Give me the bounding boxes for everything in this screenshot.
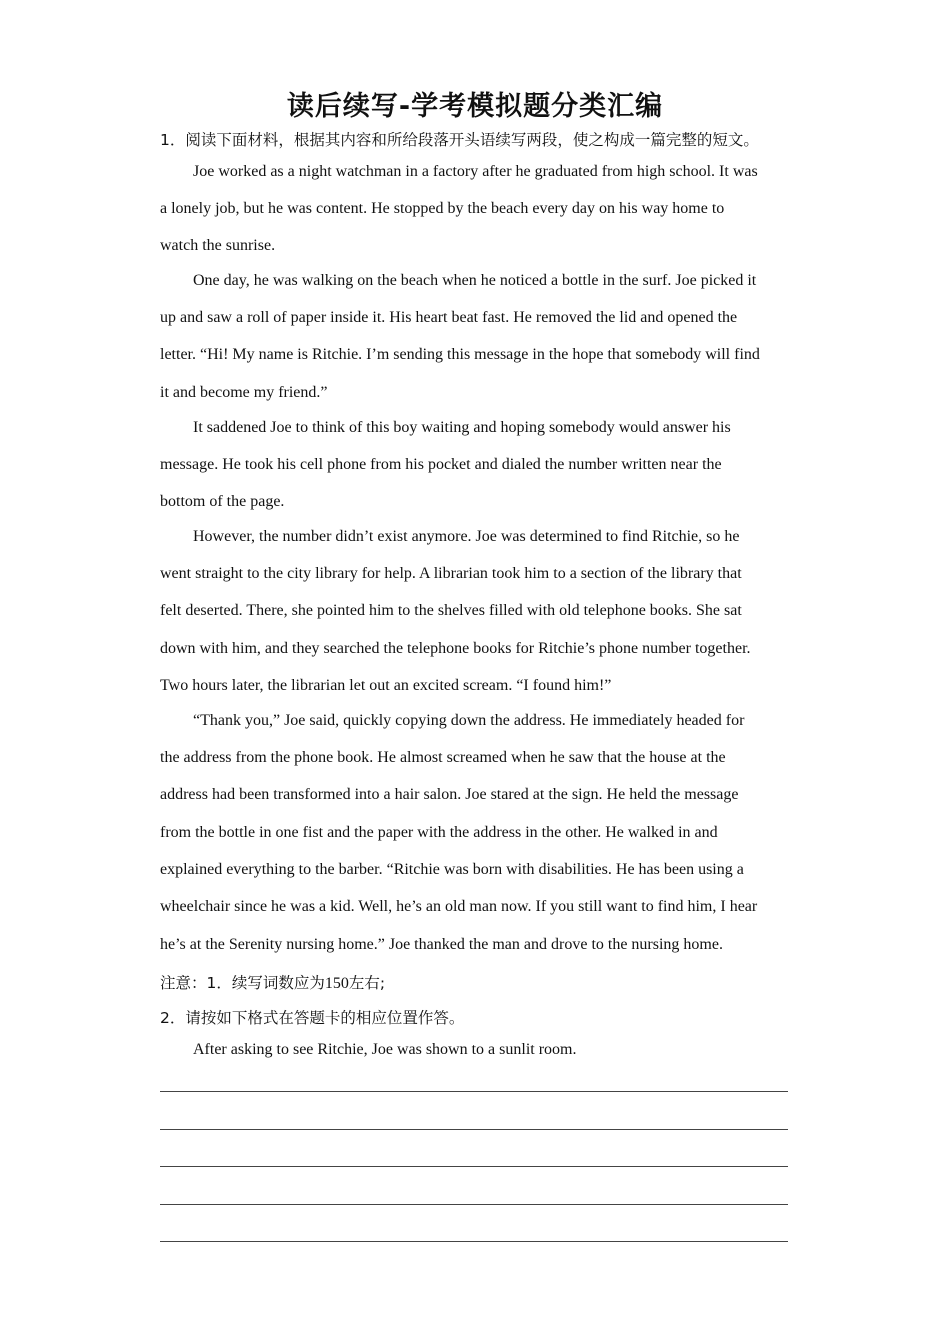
passage-line: went straight to the city library for help. A librarian took him to a section of the library that <box>160 565 742 582</box>
passage-line: down with him, and they searched the telephone books for Ritchie’s phone number together. <box>160 640 751 657</box>
instruction-text: 阅读下面材料，根据其内容和所给段落开头语续写两段，使之构成一篇完整的短文。 <box>185 131 759 149</box>
answer-line[interactable] <box>160 1204 788 1205</box>
passage-line: address had been transformed into a hair salon. Joe stared at the sign. He held the message <box>160 786 739 803</box>
passage-line: explained everything to the barber. “Ritchie was born with disabilities. He has been using a <box>160 861 744 878</box>
question-number: 1． <box>160 131 186 149</box>
answer-line[interactable] <box>160 1091 788 1092</box>
passage-line: However, the number didn’t exist anymore. Joe was determined to find Ritchie, so he <box>193 528 740 545</box>
passage-line: letter. “Hi! My name is Ritchie. I’m sending this message in the hope that somebody will find <box>160 346 760 363</box>
passage-line: Two hours later, the librarian let out an excited scream. “I found him!” <box>160 677 612 694</box>
question-instruction <box>160 128 759 150</box>
passage-line: It saddened Joe to think of this boy waiting and hoping somebody would answer his <box>193 419 731 436</box>
passage-line: bottom of the page. <box>160 493 285 510</box>
passage-line: up and saw a roll of paper inside it. His heart beat fast. He removed the lid and opened the <box>160 309 738 326</box>
passage-line: the address from the phone book. He almost screamed when he saw that the house at the <box>160 749 726 766</box>
passage-line: message. He took his cell phone from his pocket and dialed the number written near the <box>160 456 722 473</box>
answer-line[interactable] <box>160 1129 788 1130</box>
passage-line: watch the sunrise. <box>160 237 276 254</box>
passage-line: from the bottle in one fist and the paper with the address in the other. He walked in and <box>160 824 718 841</box>
passage-line: One day, he was walking on the beach when he noticed a bottle in the surf. Joe picked it <box>193 272 757 289</box>
passage-line: Joe worked as a night watchman in a factory after he graduated from high school. It was <box>193 163 758 180</box>
passage-line: wheelchair since he was a kid. Well, he’s an old man now. If you still want to find him, I hear <box>160 898 758 915</box>
passage-line: felt deserted. There, she pointed him to the shelves filled with old telephone books. She sat <box>160 602 742 619</box>
continuation-prompt: After asking to see Ritchie, Joe was shown to a sunlit room. <box>193 1041 577 1058</box>
page-title: 读后续写-学考模拟题分类汇编 <box>286 91 664 122</box>
note-word-count: 注意：1．续写词数应为150左右; <box>160 974 386 992</box>
passage-line: it and become my friend.” <box>160 384 328 401</box>
answer-line[interactable] <box>160 1241 788 1242</box>
passage-line: a lonely job, but he was content. He stopped by the beach every day on his way home to <box>160 200 725 217</box>
passage-line: he’s at the Serenity nursing home.” Joe thanked the man and drove to the nursing home. <box>160 936 723 953</box>
answer-line[interactable] <box>160 1166 788 1167</box>
note-answer-format: 2．请按如下格式在答题卡的相应位置作答。 <box>160 1009 465 1027</box>
passage-line: “Thank you,” Joe said, quickly copying down the address. He immediately headed for <box>193 712 745 729</box>
